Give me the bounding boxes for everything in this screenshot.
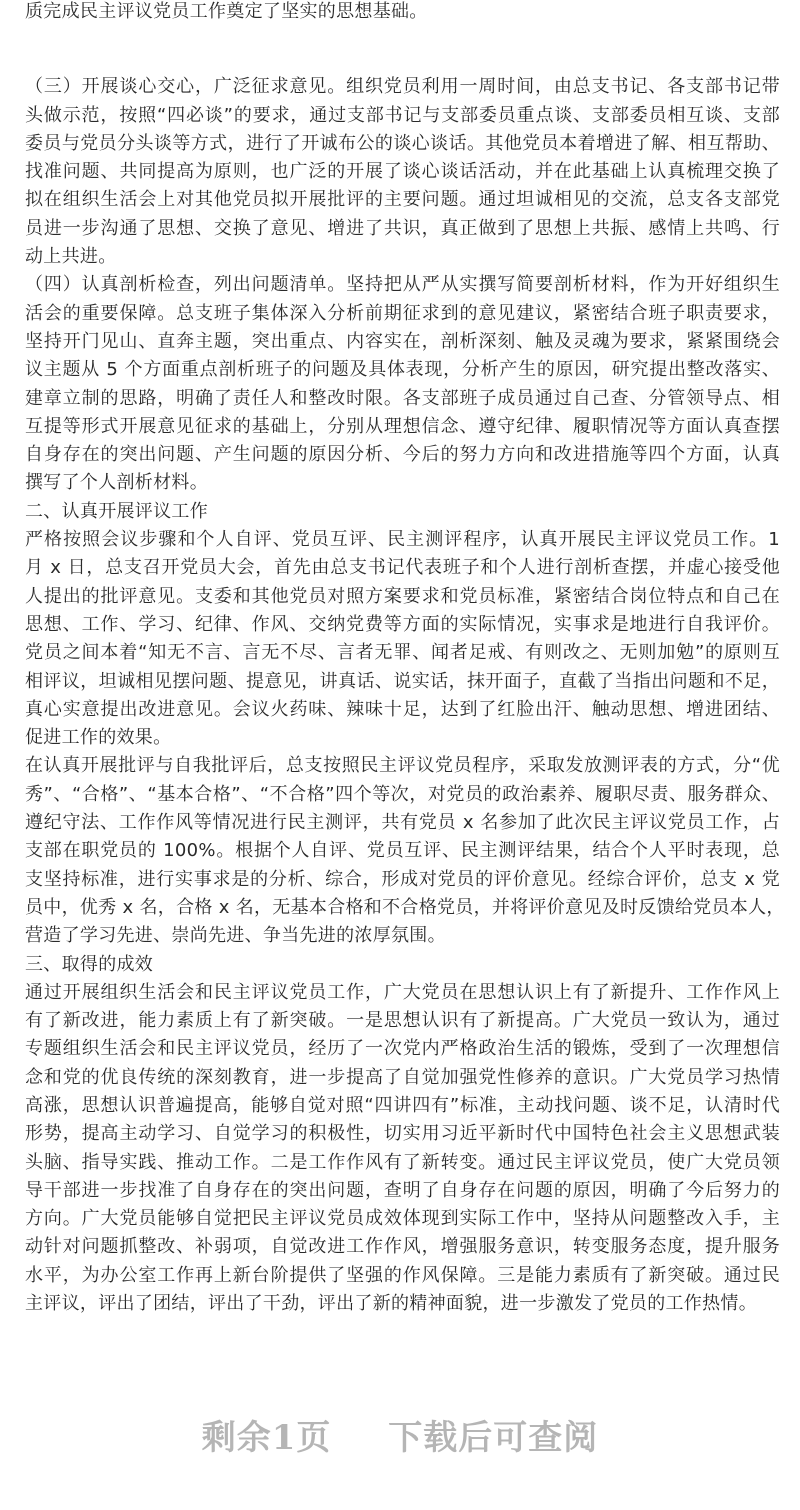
download-hint-label[interactable]: 下载后可查阅 [388,1418,599,1458]
text-line: 营造了学习先进、崇尚先进、争当先进的浓厚氛围。 [25,925,446,947]
text-line: 高涨，思想认识普遍提高，能够自觉对照“四讲四有”标准，主动找问题、谈不足，认清时代 [25,1094,780,1116]
text-line: 促进工作的效果。 [25,727,172,749]
text-line: 互提等形式开展意见征求的基础上，分别从理想信念、遵守纪律、履职情况等方面认真查摆 [25,415,780,437]
text-line: 在认真开展批评与自我批评后，总支按照民主评议党员程序，采取发放测评表的方式，分“优 [25,755,780,777]
text-line: 党员之间本着“知无不言、言无不尽、言者无罪、闻者足戒、有则改之、无则加勉”的原则互 [25,642,780,664]
text-line: 员中，优秀 x 名，合格 x 名，无基本合格和不合格党员，并将评价意见及时反馈给党员本人， [25,896,785,918]
text-line: 遵纪守法、工作作风等情况进行民主测评，共有党员 x 名参加了此次民主评议党员工作，占 [25,812,780,834]
paragraph [25,752,785,950]
text-line: 导干部进一步找准了自身存在的突出问题，查明了自身存在问题的原因，明确了今后努力的 [25,1179,780,1201]
text-line: 秀”、“合格”、“基本合格”、“不合格”四个等次，对党员的政治素养、履职尽责、服务群众、 [25,783,780,805]
document-body [25,0,785,1318]
paragraph [25,271,780,497]
text-line: 委员与党员分头谈等方式，进行了开诚布公的谈心谈话。其他党员本着增进了解、相互帮助、 [25,132,780,154]
text-line: 员进一步沟通了思想、交换了意见、增进了共识，真正做到了思想上共振、感情上共鸣、行 [25,217,780,239]
text-line: 坚持开门见山、直奔主题，突出重点、内容实在，剖析深刻、触及灵魂为要求，紧紧围绕会 [25,330,780,352]
text-line: 通过开展组织生活会和民主评议党员工作，广大党员在思想认识上有了新提升、工作作风上 [25,981,780,1003]
text-line: 方向。广大党员能够自觉把民主评议党员成效体现到实际工作中，坚持从问题整改入手，主 [25,1208,780,1230]
text-line: 质完成民主评议党员工作奠定了坚实的思想基础。 [25,1,428,22]
text-line: （四）认真剖析检查，列出问题清单。坚持把从严从实撰写简要剖析材料，作为开好组织生 [25,274,780,296]
paragraph [25,0,780,26]
paragraph-gap [25,26,780,73]
text-line: 真心实意提出改进意见。会议火药味、辣味十足，达到了红脸出汗、触动思想、增进团结、 [25,698,780,720]
text-line: 有了新改进，能力素质上有了新突破。一是思想认识有了新提高。广大党员一致认为，通过 [25,1010,780,1032]
remaining-pages-label: 剩余1页 [201,1418,332,1458]
paragraph [25,526,780,752]
text-line: 建章立制的思路，明确了责任人和整改时限。各支部班子成员通过自己查、分管领导点、相 [25,387,780,409]
text-line: 人提出的批评意见。支委和其他党员对照方案要求和党员标准，紧密结合岗位特点和自己在 [25,585,780,607]
text-line: 动针对问题抓整改、补弱项，自觉改进工作作风，增强服务意识，转变服务态度，提升服务 [25,1236,780,1258]
text-line: 头脑、指导实践、推动工作。二是工作作风有了新转变。通过民主评议党员，使广大党员领 [25,1151,780,1173]
text-line: 形势，提高主动学习、自觉学习的积极性，切实用习近平新时代中国特色社会主义思想武装 [25,1123,780,1145]
text-line: 相评议，坦诚相见摆问题、提意见，讲真话、说实话，抹开面子，直截了当指出问题和不足， [25,670,780,692]
text-line: 拟在组织生活会上对其他党员拟开展批评的主要问题。通过坦诚相见的交流，总支各支部党 [25,189,780,211]
download-prompt[interactable] [0,1410,800,1459]
text-line: 二、认真开展评议工作 [25,500,208,522]
text-line: 撰写了个人剖析材料。 [25,472,208,494]
text-line: （三）开展谈心交心，广泛征求意见。组织党员利用一周时间，由总支书记、各支部书记带 [25,76,780,98]
text-line: 头做示范，按照“四必谈”的要求，通过支部书记与支部委员重点谈、支部委员相互谈、支部 [25,104,780,126]
text-line: 严格按照会议步骤和个人自评、党员互评、民主测评程序，认真开展民主评议党员工作。1 [25,529,780,551]
text-line: 活会的重要保障。总支班子集体深入分析前期征求到的意见建议，紧密结合班子职责要求， [25,302,780,324]
paragraph [25,979,780,1319]
text-line: 找准问题、共同提高为原则，也广泛的开展了谈心谈话活动，并在此基础上认真梳理交换了 [25,161,780,183]
text-line: 水平，为办公室工作再上新台阶提供了坚强的作风保障。三是能力素质有了新突破。通过民 [25,1264,780,1286]
section-heading [25,498,780,526]
paragraph [25,73,780,271]
text-line: 念和党的优良传统的深刻教育，进一步提高了自觉加强党性修养的意识。广大党员学习热情 [25,1066,780,1088]
text-line: 月 x 日，总支召开党员大会，首先由总支书记代表班子和个人进行剖析查摆，并虚心接受他 [25,557,780,579]
text-line: 支部在职党员的 100%。根据个人自评、党员互评、民主测评结果，结合个人平时表现，总 [25,840,780,862]
text-line: 专题组织生活会和民主评议党员，经历了一次党内严格政治生活的锻炼，受到了一次理想信 [25,1038,780,1060]
text-line: 自身存在的突出问题、产生问题的原因分析、今后的努力方向和改进措施等四个方面，认真 [25,444,780,466]
section-heading [25,951,780,979]
text-line: 思想、工作、学习、纪律、作风、交纳党费等方面的实际情况，实事求是地进行自我评价。 [25,613,780,635]
text-line: 支坚持标准，进行实事求是的分析、综合，形成对党员的评价意见。经综合评价，总支 x 党 [25,868,780,890]
text-line: 主评议，评出了团结，评出了干劲，评出了新的精神面貌，进一步激发了党员的工作热情。 [25,1293,757,1315]
text-line: 三、取得的成效 [25,953,154,975]
text-line: 动上共进。 [25,246,117,268]
text-line: 议主题从 5 个方面重点剖析班子的问题及具体表现，分析产生的原因，研究提出整改落实、 [25,359,780,381]
